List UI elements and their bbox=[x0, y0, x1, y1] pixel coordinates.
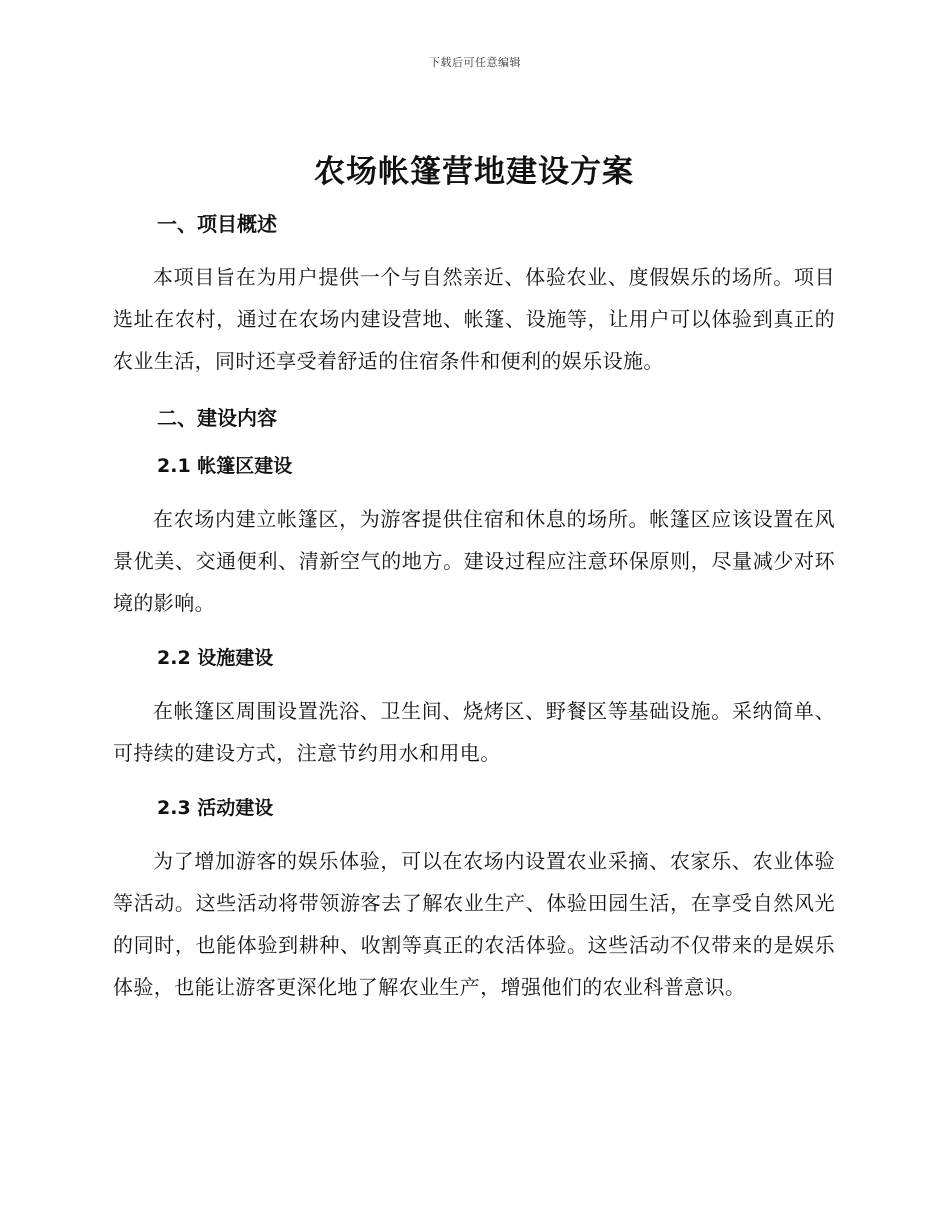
subsection-heading-activities: 2.3 活动建设 bbox=[157, 797, 274, 819]
paragraph-facilities: 在帐篷区周围设置洗浴、卫生间、烧烤区、野餐区等基础设施。采纳简单、可持续的建设方式，注意节约用水和用电。 bbox=[113, 699, 835, 765]
paragraph-activities: 为了增加游客的娱乐体验，可以在农场内设置农业采摘、农家乐、农业体验等活动。这些活动将带领游客去了解农业生产、体验田园生活，在享受自然风光的同时，也能体验到耕种、收割等真正的农活体验。这些活动不仅带来的是娱乐体验，也能让游客更深化地了解农业生产，增强他们的农业科普意识。 bbox=[113, 849, 835, 999]
section-heading-construction: 二、建设内容 bbox=[157, 406, 277, 430]
subsection-heading-facilities: 2.2 设施建设 bbox=[157, 647, 274, 669]
document-body bbox=[113, 148, 835, 1008]
subsection-heading-tent-area: 2.1 帐篷区建设 bbox=[157, 455, 293, 477]
document-title: 农场帐篷营地建设方案 bbox=[314, 154, 634, 190]
paragraph-tent-area: 在农场内建立帐篷区，为游客提供住宿和休息的场所。帐篷区应该设置在风景优美、交通便利、清新空气的地方。建设过程应注意环保原则，尽量减少对环境的影响。 bbox=[113, 507, 835, 615]
paragraph-overview: 本项目旨在为用户提供一个与自然亲近、体验农业、度假娱乐的场所。项目选址在农村，通过在农场内建设营地、帐篷、设施等，让用户可以体验到真正的农业生活，同时还享受着舒适的住宿条件和便利的娱乐设施。 bbox=[113, 265, 835, 373]
section-heading-overview: 一、项目概述 bbox=[157, 212, 277, 236]
header-note: 下载后可任意编辑 bbox=[429, 56, 521, 69]
